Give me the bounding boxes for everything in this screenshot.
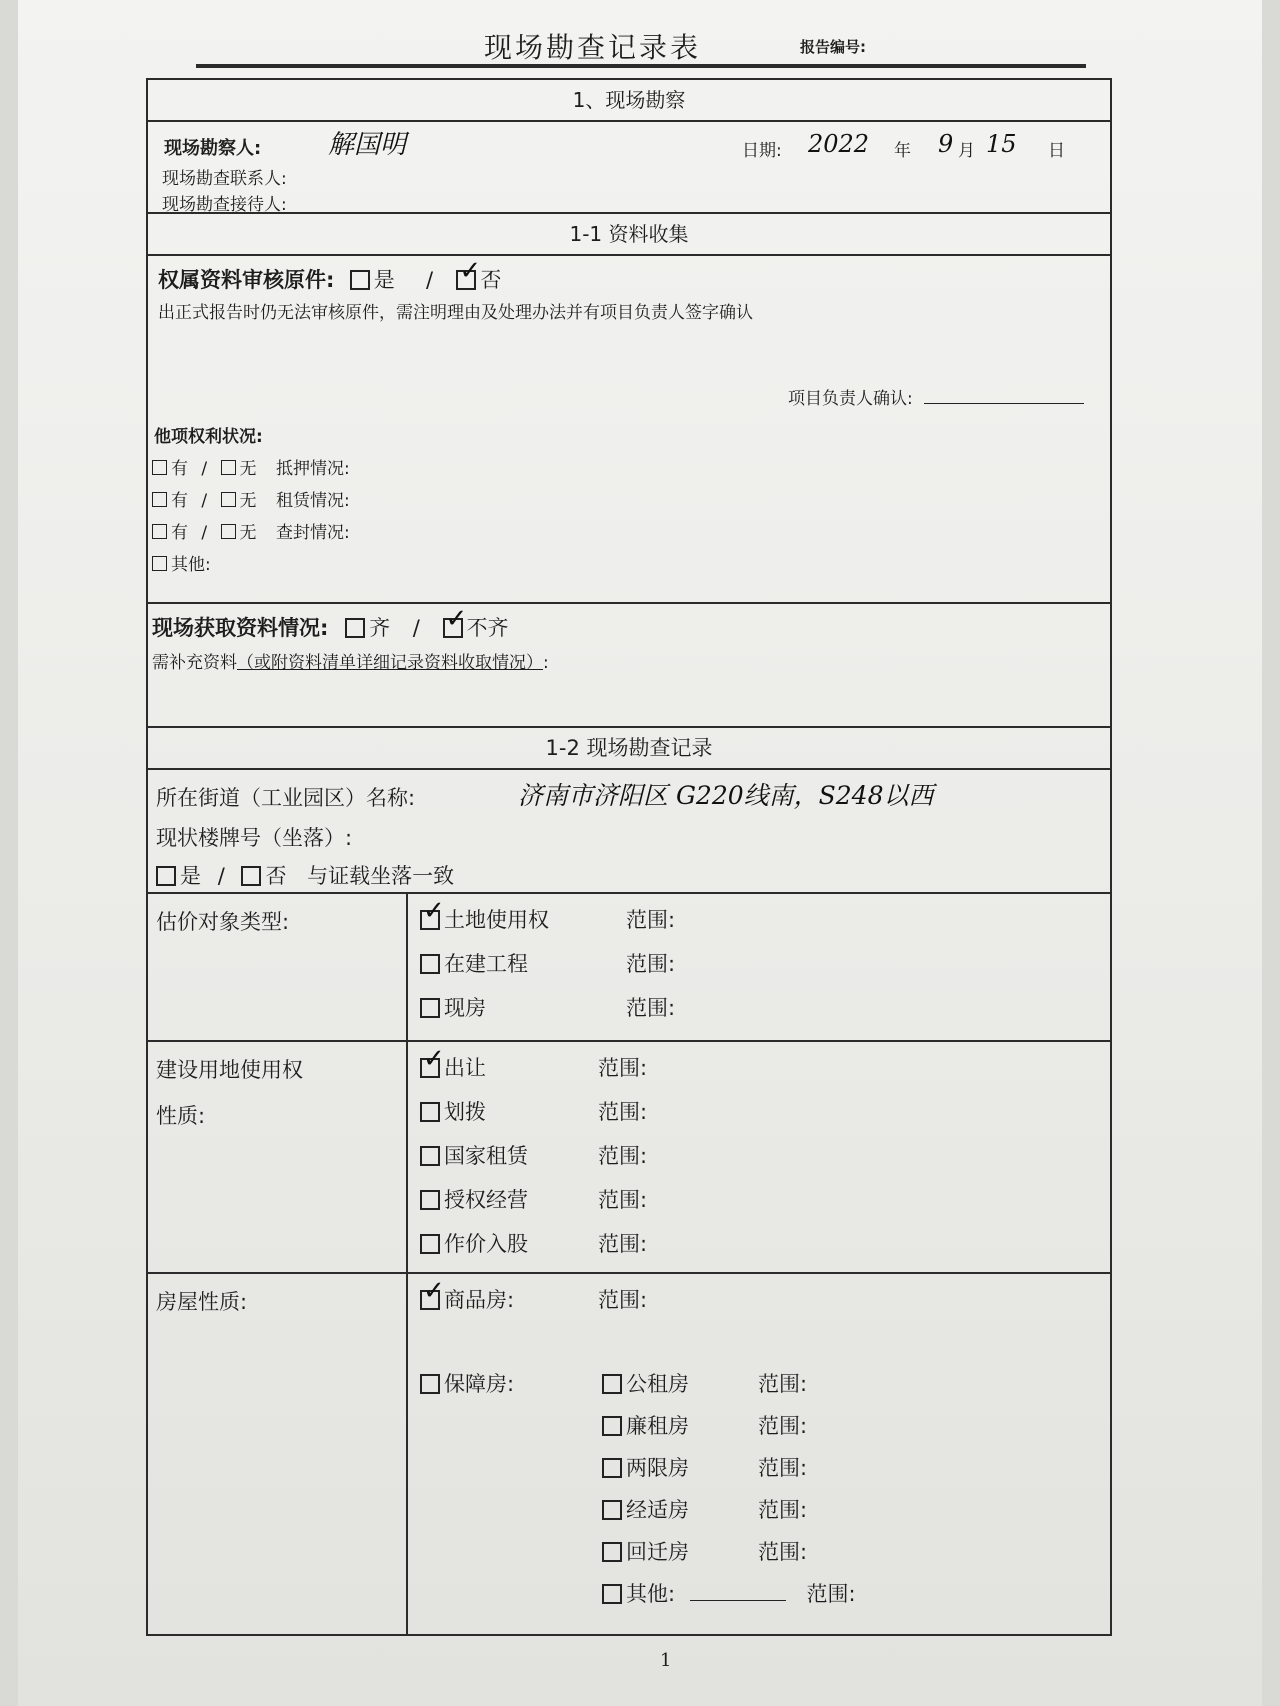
month-char: 月 [958,141,975,161]
other-type-row [602,1578,856,1608]
allocation-scope: 范围: [598,1100,648,1124]
allocation-label: 划拨 [444,1100,486,1124]
other-type-checkbox[interactable] [602,1584,622,1604]
document-title: 现场勘查记录表 [484,31,702,64]
year-char: 年 [894,141,911,161]
seizure-row: 有 / 无 查封情况: [152,518,350,543]
other-type-scope: 范围: [806,1582,856,1606]
land-use-right-checkbox[interactable] [420,910,440,930]
authorized-operation-scope: 范围: [598,1188,648,1212]
day-char: 日 [1048,141,1065,161]
title-rule [196,64,1086,68]
public-rental-row [602,1368,689,1398]
land-right-label-2: 性质: [156,1104,206,1128]
section-1-2-heading [148,728,1110,770]
other-type-blank[interactable] [690,1580,786,1601]
onsite-complete-label: 齐 [369,616,391,640]
price-limited-scope: 范围: [758,1456,808,1480]
object-type-block [148,894,1110,1042]
allocation-checkbox[interactable] [420,1102,440,1122]
low-rent-row [602,1410,689,1440]
object-type-existing [420,992,486,1022]
onsite-incomplete-label: 不齐 [466,616,509,640]
lease-label: 租赁情况: [275,491,350,511]
commercial-scope: 范围: [598,1288,648,1312]
price-limited-checkbox[interactable] [602,1458,622,1478]
mortgage-label: 抵押情况: [275,459,350,479]
ownership-review-line [158,264,501,294]
object-type-construction [420,948,528,978]
low-rent-scope: 范围: [758,1414,808,1438]
economic-housing-checkbox[interactable] [602,1500,622,1520]
surveyor-signature: 解国明 [328,130,407,160]
consistency-yes-label: 是 [180,864,201,888]
street-value: 济南市济阳区 G220线南，S248以西 [518,781,934,810]
ownership-note: 出正式报告时仍无法审核原件，需注明理由及处理办法并有项目负责人签字确认 [158,303,753,323]
ownership-slash: / [426,268,434,292]
pm-confirm-label: 项目负责人确认: [788,389,913,409]
pm-confirm-line [788,384,1084,409]
materials-review [148,256,1110,604]
seizure-no-checkbox[interactable] [221,524,236,539]
seizure-yes-label: 有 [171,523,188,543]
other-rights-other-label: 其他: [171,555,211,575]
transfer-scope: 范围: [598,1056,648,1080]
column-divider [406,1042,408,1272]
onsite-materials-label: 现场获取资料情况: [152,616,329,640]
price-limited-row [602,1452,689,1482]
state-lease-checkbox[interactable] [420,1146,440,1166]
price-limited-label: 两限房 [626,1456,689,1480]
seizure-no-label: 无 [239,523,257,543]
authorized-operation-checkbox[interactable] [420,1190,440,1210]
commercial-row [420,1284,514,1314]
mortgage-no-label: 无 [239,459,257,479]
state-lease-label: 国家租赁 [444,1144,528,1168]
document-header [18,20,1262,70]
lease-yes-label: 有 [171,491,188,511]
onsite-materials-line: 现场获取资料情况: 齐 / ✓ 不齐 [152,612,509,642]
equity-contribution-label: 作价入股 [444,1232,528,1256]
land-right-allocation [420,1096,486,1126]
date-day: 15 [986,130,1017,158]
public-rental-checkbox[interactable] [602,1374,622,1394]
supplement-line [152,648,549,673]
supplement-label: 需补充资料 [152,653,237,673]
section-1-title: 1、现场勘察 [572,88,686,112]
resettlement-label: 回迁房 [626,1540,689,1564]
column-divider [406,1274,408,1634]
economic-housing-scope: 范围: [758,1498,808,1522]
other-type-label: 其他: [626,1582,676,1606]
ownership-no-label: 否 [480,268,502,292]
transfer-checkbox[interactable] [420,1058,440,1078]
public-rental-label: 公租房 [626,1372,689,1396]
affordable-checkbox[interactable] [420,1374,440,1394]
street-label: 所在街道（工业园区）名称: [156,786,416,810]
onsite-materials [148,604,1110,728]
affordable-label: 保障房: [444,1372,515,1396]
other-rights-label: 他项权利状况: [154,427,263,447]
public-rental-scope: 范围: [758,1372,808,1396]
land-use-right-label: 土地使用权 [444,908,549,932]
lease-yes-checkbox[interactable] [152,492,167,507]
mortgage-no-checkbox[interactable] [221,460,236,475]
land-use-right-scope: 范围: [626,908,676,932]
other-rights-checkbox[interactable] [152,556,167,571]
economic-row [602,1494,689,1524]
under-construction-scope: 范围: [626,952,676,976]
house-no-label: 现状楼牌号（坐落）: [156,826,353,850]
other-rights-row [152,550,211,575]
land-right-lease [420,1140,528,1170]
existing-house-checkbox[interactable] [420,998,440,1018]
ownership-review-label: 权属资料审核原件: [158,268,335,292]
seizure-yes-checkbox[interactable] [152,524,167,539]
commercial-checkbox[interactable] [420,1290,440,1310]
resettlement-scope: 范围: [758,1540,808,1564]
lease-no-label: 无 [239,491,257,511]
land-right-block [148,1042,1110,1274]
commercial-label: 商品房: [444,1288,515,1312]
land-right-equity [420,1228,528,1258]
onsite-complete-checkbox[interactable] [345,618,365,638]
resettlement-row [602,1536,689,1566]
document-page [18,0,1262,1706]
consistency-no-checkbox[interactable] [241,866,261,886]
section-1-1-heading [148,214,1110,256]
section-1-info [148,122,1110,214]
consistency-row: 是 / 否 与证载坐落一致 [156,860,454,890]
resettlement-checkbox[interactable] [602,1542,622,1562]
section-1-heading [148,80,1110,122]
date-label: 日期: [742,141,782,161]
consistency-yes-checkbox[interactable] [156,866,176,886]
low-rent-checkbox[interactable] [602,1416,622,1436]
lease-no-checkbox[interactable] [221,492,236,507]
contact-label: 现场勘查联系人: [162,169,287,189]
mortgage-yes-label: 有 [171,459,188,479]
under-construction-checkbox[interactable] [420,954,440,974]
low-rent-label: 廉租房 [626,1414,689,1438]
date-month: 9 [938,130,954,158]
house-nature-block [148,1274,1110,1634]
pm-signature-line[interactable] [924,389,1084,404]
section-1-2-title: 1-2 现场勘查记录 [545,736,713,760]
reception-label: 现场勘查接待人: [162,195,287,215]
onsite-incomplete-checkbox[interactable] [443,618,463,638]
house-nature-label: 房屋性质: [156,1290,248,1314]
supplement-colon: : [543,653,549,673]
mortgage-yes-checkbox[interactable] [152,460,167,475]
lease-row: 有 / 无 租赁情况: [152,486,350,511]
land-right-authorized [420,1184,528,1214]
column-divider [406,894,408,1040]
seizure-label: 查封情况: [275,523,350,543]
survey-form [146,78,1112,1636]
surveyor-label: 现场勘察人: [164,138,262,159]
transfer-label: 出让 [444,1056,486,1080]
land-right-transfer [420,1052,486,1082]
equity-contribution-scope: 范围: [598,1232,648,1256]
ownership-yes-checkbox[interactable] [350,270,370,290]
ownership-no-checkbox[interactable] [456,270,476,290]
object-type-land [420,904,549,934]
report-number-label: 报告编号: [800,38,866,56]
economic-housing-label: 经适房 [626,1498,689,1522]
equity-contribution-checkbox[interactable] [420,1234,440,1254]
state-lease-scope: 范围: [598,1144,648,1168]
consistency-no-label: 否 [265,864,287,888]
location-block [148,770,1110,894]
existing-house-label: 现房 [444,996,486,1020]
land-right-label-1: 建设用地使用权 [156,1058,303,1082]
supplement-note: （或附资料清单详细记录资料收取情况） [237,653,543,673]
date-year: 2022 [808,130,870,158]
ownership-yes-label: 是 [373,268,395,292]
consistency-text: 与证载坐落一致 [307,864,455,888]
section-1-1-title: 1-1 资料收集 [569,222,689,246]
object-type-label: 估价对象类型: [156,910,290,934]
affordable-row [420,1368,514,1398]
under-construction-label: 在建工程 [444,952,528,976]
existing-house-scope: 范围: [626,996,676,1020]
page-number: 1 [660,1650,672,1671]
authorized-operation-label: 授权经营 [444,1188,528,1212]
mortgage-row: 有 / 无 抵押情况: [152,454,350,479]
